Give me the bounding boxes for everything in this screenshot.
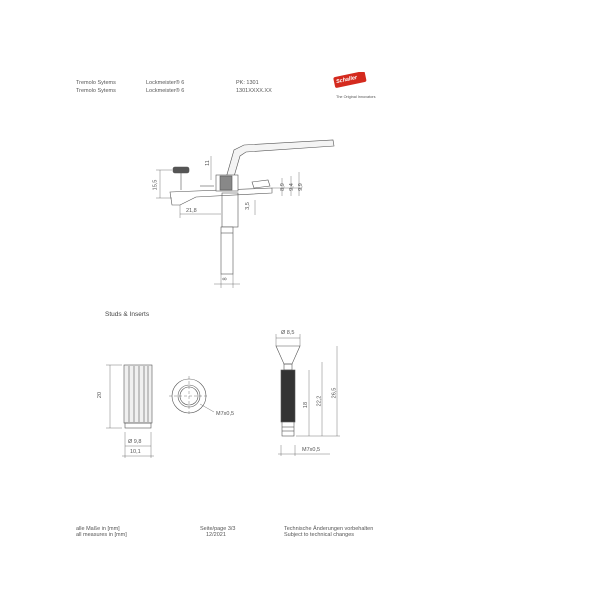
- footer-units-en: all measures in [mm]: [76, 532, 127, 538]
- insert-height: 20: [97, 391, 104, 399]
- screw-knob: [173, 167, 189, 173]
- footer-note-de: Technische Änderungen vorbehalten: [284, 526, 374, 532]
- brand-name: Schaller: [335, 74, 358, 86]
- spring: [220, 176, 232, 190]
- dim-post: 8: [222, 277, 229, 281]
- dim-offset: 3,5: [244, 202, 251, 210]
- header-system-1: Tremolo Sytems: [76, 80, 116, 86]
- stud-knurled-section: [281, 370, 295, 422]
- dim-right-c: 9,9: [297, 183, 304, 191]
- header-pk: PK: 1301: [236, 80, 259, 86]
- stud: [276, 346, 300, 436]
- header-system-2: Tremolo Sytems: [76, 88, 116, 94]
- header-product-1: Lockmeister® 6: [146, 80, 185, 86]
- dim-right-b: 9,4: [288, 183, 295, 191]
- stud-dim-c: 26,5: [331, 387, 338, 399]
- insert-thread: M7x0,5: [216, 411, 235, 417]
- post: [221, 227, 233, 274]
- dim-height-left: 15,5: [152, 179, 159, 191]
- dim-top-small: 11: [204, 160, 211, 166]
- footer-note-en: Subject to technical changes: [284, 532, 355, 538]
- footer-date: 12/2021: [206, 532, 226, 538]
- insert-inner-dia: Ø 9,8: [128, 439, 142, 445]
- insert-side-view: [124, 365, 152, 428]
- stud-dim-a: 18: [303, 401, 310, 409]
- dim-right-a: 8,9: [279, 183, 286, 191]
- stud-top-dia: Ø 8,5: [281, 330, 295, 336]
- insert-top-view: [169, 376, 214, 416]
- insert-outer-dia: 10,1: [130, 449, 141, 455]
- stud-thread: M7x0,5: [302, 447, 321, 453]
- section-title-studs-inserts: Studs & Inserts: [105, 311, 150, 318]
- dim-width: 21,8: [186, 208, 197, 214]
- header-partno: 1301XXXX.XX: [236, 88, 272, 94]
- brand-tagline: The Original Innovators: [336, 95, 376, 99]
- stud-dim-b: 22,2: [316, 395, 323, 407]
- footer-units-de: alle Maße in [mm]: [76, 526, 120, 532]
- header-product-2: Lockmeister® 6: [146, 88, 185, 94]
- footer-page: Seite/page 3/3: [200, 526, 236, 532]
- lower-block: [222, 193, 238, 227]
- tremolo-arm: [226, 140, 334, 180]
- tremolo-assembly: [170, 140, 334, 274]
